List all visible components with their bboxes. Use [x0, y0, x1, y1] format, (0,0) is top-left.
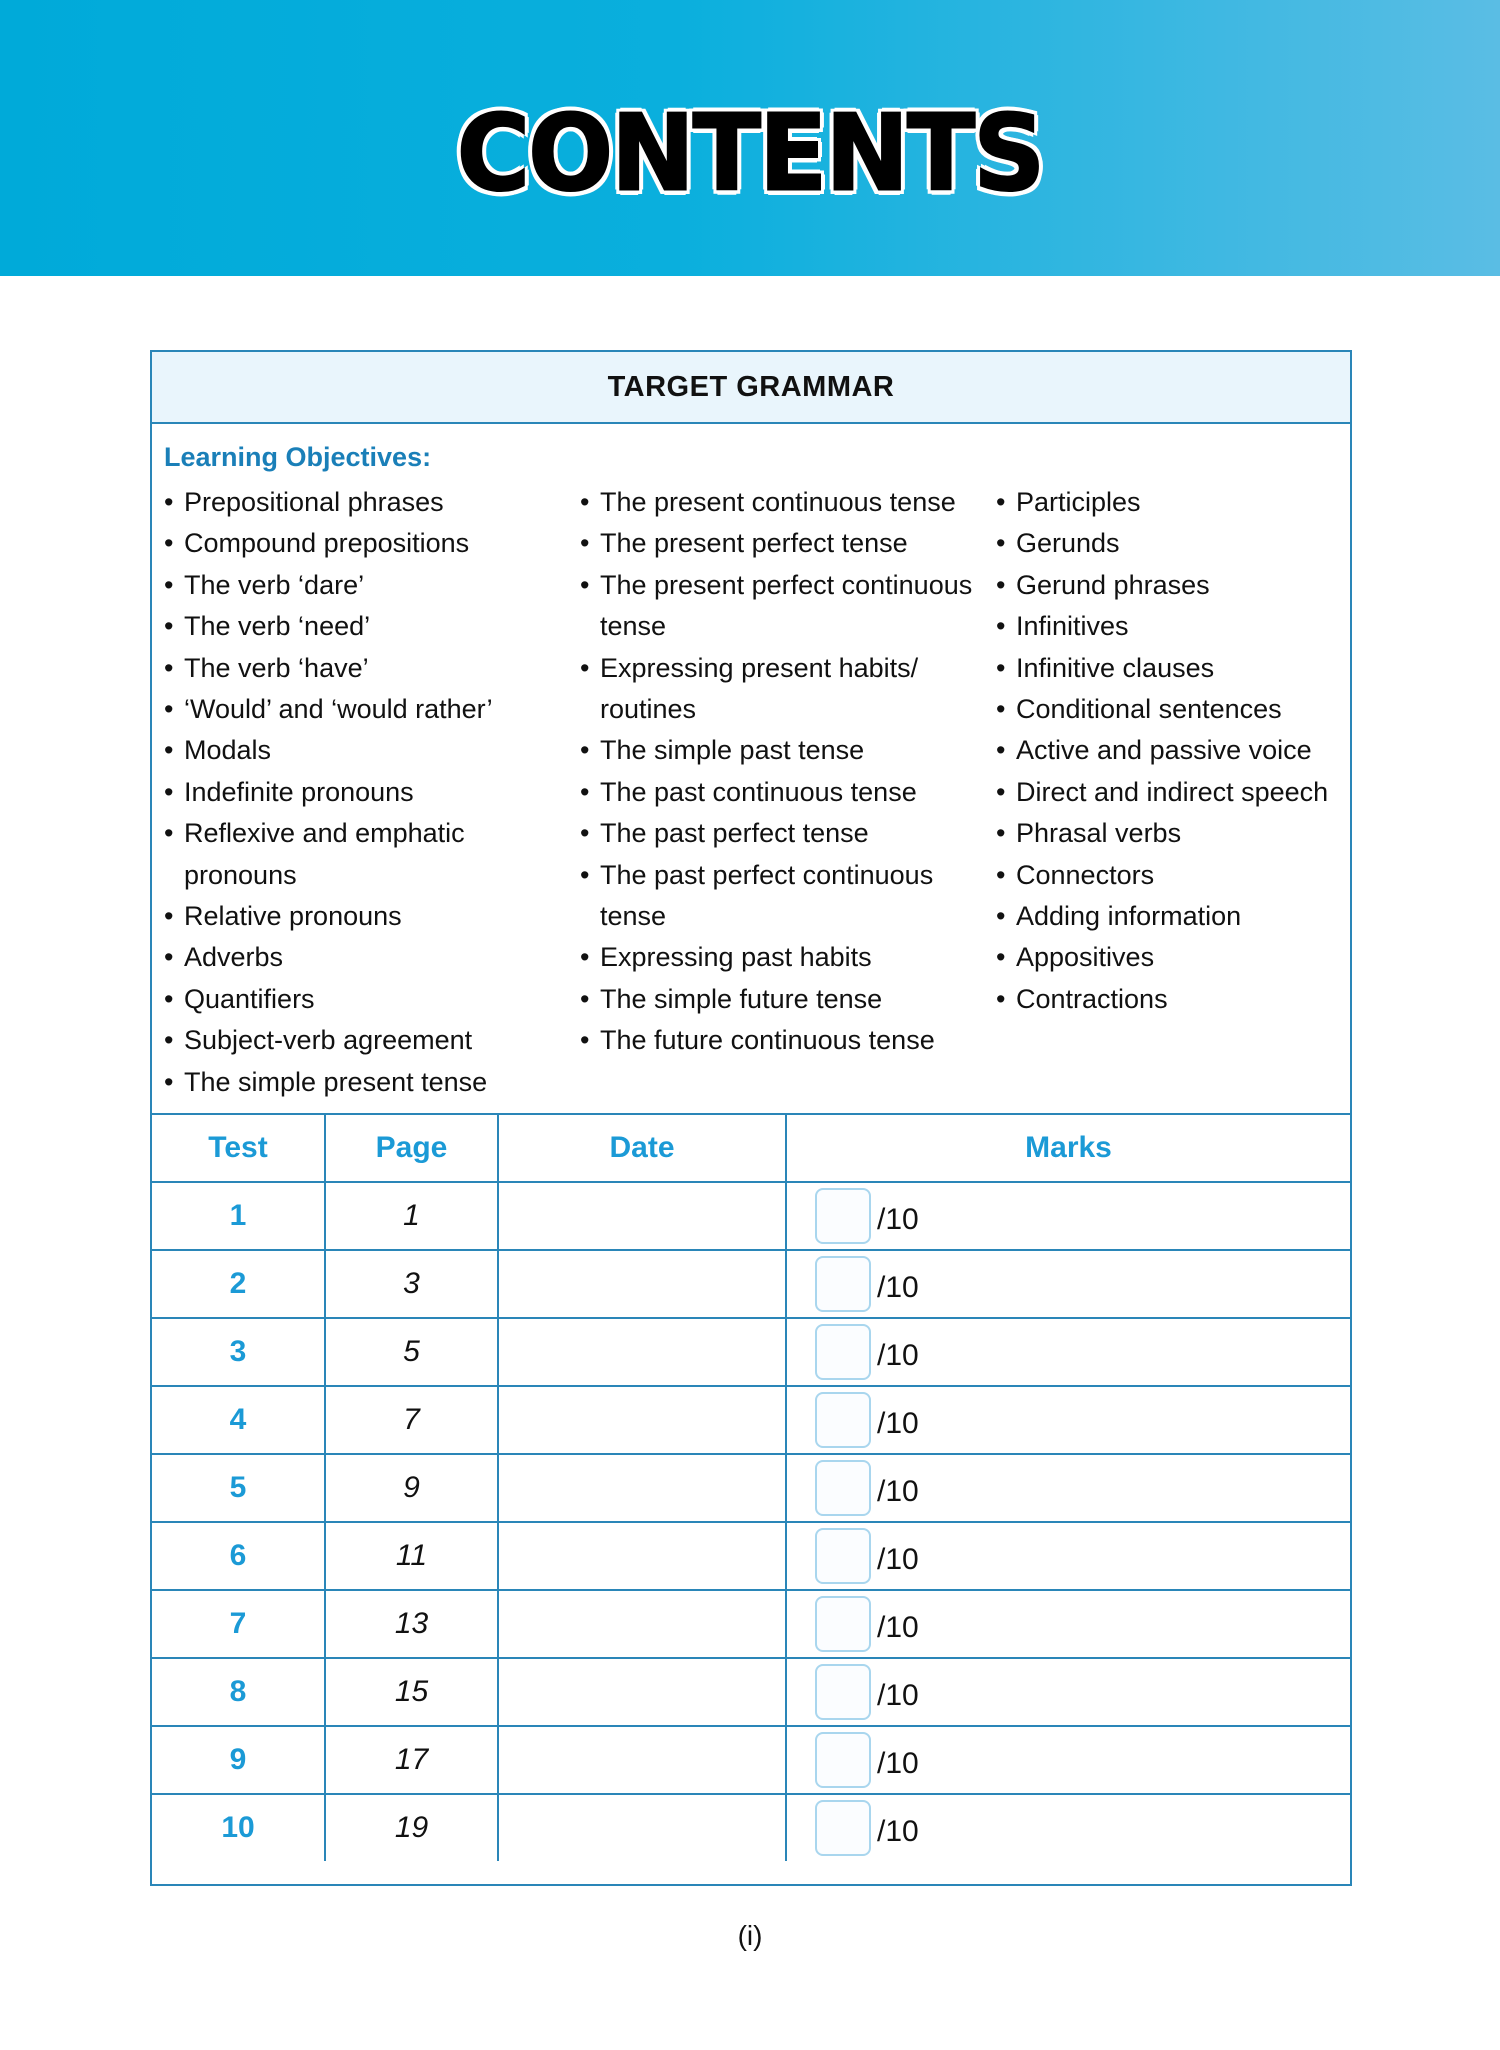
page-title: CONTENTS [456, 92, 1044, 215]
objective-text: Relative pronouns [184, 901, 402, 932]
objective-item [996, 689, 1356, 730]
objective-item [996, 772, 1356, 813]
objective-text: Subject-verb agreement [184, 1025, 473, 1056]
date-cell[interactable] [498, 1454, 786, 1522]
bullet-icon: • [996, 859, 1006, 890]
bullet-icon: • [164, 901, 174, 932]
marks-cell [786, 1794, 1350, 1861]
marks-cell [786, 1658, 1350, 1726]
objective-item [164, 482, 564, 523]
objective-text: Gerunds [1016, 528, 1120, 559]
objective-text: Compound prepositions [184, 528, 470, 559]
test-number: 6 [152, 1522, 325, 1590]
bullet-icon: • [996, 901, 1006, 932]
bullet-icon: • [164, 611, 174, 642]
objective-text: Appositives [1016, 942, 1155, 973]
objective-text: Gerund phrases [1016, 569, 1210, 600]
test-number: 10 [152, 1794, 325, 1861]
objective-item [164, 937, 564, 978]
bullet-icon: • [164, 1066, 174, 1097]
bullet-icon: • [164, 487, 174, 517]
header-date: Date [498, 1114, 786, 1182]
objective-item [996, 730, 1356, 771]
objective-item [996, 855, 1356, 896]
objective-item [580, 772, 980, 813]
bullet-icon: • [164, 1025, 174, 1056]
objective-text: The simple future tense [600, 983, 883, 1014]
page-ref: 7 [325, 1386, 498, 1454]
objective-text: Active and passive voice [1016, 735, 1312, 766]
marks-total: /10 [877, 1815, 919, 1848]
objective-item [996, 937, 1356, 978]
marks-cell [786, 1182, 1350, 1250]
date-cell[interactable] [498, 1386, 786, 1454]
marks-input-box[interactable] [815, 1596, 871, 1652]
objective-text: Prepositional phrases [184, 487, 444, 517]
marks-cell [786, 1590, 1350, 1658]
marks-input-box[interactable] [815, 1528, 871, 1584]
bullet-icon: • [164, 694, 174, 725]
date-cell[interactable] [498, 1250, 786, 1318]
bullet-icon: • [996, 776, 1006, 807]
page-ref: 15 [325, 1658, 498, 1726]
objective-text: Quantifiers [184, 983, 315, 1014]
date-cell[interactable] [498, 1794, 786, 1861]
marks-input-box[interactable] [815, 1392, 871, 1448]
marks-cell [786, 1250, 1350, 1318]
bullet-icon: • [164, 652, 174, 683]
bullet-icon: • [580, 776, 590, 807]
objective-item [164, 730, 564, 771]
objective-item [580, 648, 980, 731]
page-ref: 13 [325, 1590, 498, 1658]
objective-text: The verb ‘need’ [184, 611, 371, 642]
page-ref: 1 [325, 1182, 498, 1250]
bullet-icon: • [580, 1025, 590, 1056]
objective-item [580, 1020, 980, 1061]
bullet-icon: • [164, 942, 174, 973]
objective-text: Connectors [1016, 859, 1155, 890]
bullet-icon: • [996, 818, 1006, 849]
page-ref: 5 [325, 1318, 498, 1386]
table-row [152, 1590, 1350, 1658]
marks-cell [786, 1454, 1350, 1522]
marks-total: /10 [877, 1747, 919, 1780]
objective-item [164, 772, 564, 813]
objective-item [164, 523, 564, 564]
date-cell[interactable] [498, 1590, 786, 1658]
objective-text: Reflexive and emphatic pronouns [184, 818, 465, 890]
objective-item [164, 565, 564, 606]
bullet-icon: • [996, 983, 1006, 1014]
objective-item [580, 813, 980, 854]
objective-text: Adding information [1016, 901, 1242, 932]
objective-text: The past continuous tense [600, 776, 917, 807]
marks-total: /10 [877, 1611, 919, 1644]
marks-total: /10 [877, 1475, 919, 1508]
objective-text: Participles [1016, 487, 1141, 517]
contents-box [150, 350, 1352, 1886]
objective-text: Contractions [1016, 983, 1168, 1014]
header-page: Page [325, 1114, 498, 1182]
table-row [152, 1658, 1350, 1726]
bullet-icon: • [164, 569, 174, 600]
bullet-icon: • [996, 528, 1006, 559]
marks-input-box[interactable] [815, 1188, 871, 1244]
marks-total: /10 [877, 1339, 919, 1372]
marks-input-box[interactable] [815, 1800, 871, 1856]
objective-text: The future continuous tense [600, 1025, 935, 1056]
page-ref: 3 [325, 1250, 498, 1318]
objectives-column-3 [996, 482, 1356, 1020]
bullet-icon: • [164, 983, 174, 1014]
objective-item [164, 648, 564, 689]
objective-item [164, 1062, 564, 1103]
marks-total: /10 [877, 1543, 919, 1576]
section-title: TARGET GRAMMAR [152, 352, 1350, 424]
marks-input-box[interactable] [815, 1664, 871, 1720]
objective-item [996, 565, 1356, 606]
marks-total: /10 [877, 1271, 919, 1304]
objective-text: Expressing past habits [600, 942, 872, 973]
bullet-icon: • [580, 942, 590, 973]
test-number: 8 [152, 1658, 325, 1726]
objective-item [164, 813, 564, 896]
objective-text: Phrasal verbs [1016, 818, 1182, 849]
date-cell[interactable] [498, 1182, 786, 1250]
bullet-icon: • [996, 569, 1006, 600]
test-number: 7 [152, 1590, 325, 1658]
bullet-icon: • [996, 735, 1006, 766]
date-cell[interactable] [498, 1522, 786, 1590]
table-row [152, 1726, 1350, 1794]
objectives-column-1 [164, 482, 564, 1103]
page-number: (i) [737, 1920, 763, 1951]
objective-item [996, 813, 1356, 854]
header-marks: Marks [786, 1114, 1350, 1182]
objective-item [996, 896, 1356, 937]
bullet-icon: • [164, 818, 174, 849]
objective-text: Infinitives [1016, 611, 1129, 642]
objective-text: Expressing present habits/ routines [600, 652, 919, 725]
bullet-icon: • [164, 528, 174, 559]
bullet-icon: • [580, 487, 590, 517]
tests-table [152, 1113, 1350, 1861]
objective-text: The present continuous tense [600, 487, 956, 517]
objective-text: The present perfect continuous tense [600, 569, 973, 642]
bullet-icon: • [580, 528, 590, 559]
marks-input-box[interactable] [815, 1732, 871, 1788]
objective-text: Infinitive clauses [1016, 652, 1215, 683]
objective-item [996, 523, 1356, 564]
objective-item [580, 979, 980, 1020]
objective-text: Adverbs [184, 942, 284, 973]
objectives-label: Learning Objectives: [164, 442, 432, 472]
objective-item [996, 606, 1356, 647]
objectives-column-2 [580, 482, 980, 1062]
bullet-icon: • [996, 487, 1006, 517]
marks-input-box[interactable] [815, 1460, 871, 1516]
objective-item [580, 937, 980, 978]
table-row [152, 1250, 1350, 1318]
objective-text: The verb ‘dare’ [184, 569, 365, 600]
marks-total: /10 [877, 1407, 919, 1440]
objective-text: The present perfect tense [600, 528, 908, 559]
table-row [152, 1794, 1350, 1861]
marks-total: /10 [877, 1203, 919, 1236]
objective-item [580, 523, 980, 564]
bullet-icon: • [996, 611, 1006, 642]
bullet-icon: • [580, 652, 590, 683]
test-number: 4 [152, 1386, 325, 1454]
bullet-icon: • [580, 818, 590, 849]
table-row [152, 1318, 1350, 1386]
marks-cell [786, 1318, 1350, 1386]
bullet-icon: • [996, 942, 1006, 973]
page-ref: 19 [325, 1794, 498, 1861]
page-ref: 17 [325, 1726, 498, 1794]
header-banner [0, 0, 1500, 276]
table-row [152, 1522, 1350, 1590]
bullet-icon: • [580, 983, 590, 1014]
objective-item [580, 730, 980, 771]
objective-text: The past perfect continuous tense [600, 859, 934, 932]
bullet-icon: • [996, 694, 1006, 725]
page-ref: 11 [325, 1522, 498, 1590]
marks-cell [786, 1386, 1350, 1454]
page-ref: 9 [325, 1454, 498, 1522]
objective-item [164, 1020, 564, 1061]
objective-item [996, 979, 1356, 1020]
bullet-icon: • [580, 569, 590, 600]
date-cell[interactable] [498, 1726, 786, 1794]
objective-item [164, 606, 564, 647]
objective-item [164, 979, 564, 1020]
objective-item [580, 565, 980, 648]
objective-text: Modals [184, 735, 272, 766]
bullet-icon: • [164, 735, 174, 766]
objective-text: The verb ‘have’ [184, 652, 369, 683]
objective-text: Direct and indirect speech [1016, 776, 1329, 807]
test-number: 3 [152, 1318, 325, 1386]
date-cell[interactable] [498, 1658, 786, 1726]
objective-item [996, 482, 1356, 523]
table-row [152, 1386, 1350, 1454]
test-number: 9 [152, 1726, 325, 1794]
test-number: 2 [152, 1250, 325, 1318]
objective-item [164, 689, 564, 730]
objective-text: Conditional sentences [1016, 694, 1282, 725]
table-row [152, 1182, 1350, 1250]
objective-item [580, 482, 980, 523]
objective-text: ‘Would’ and ‘would rather’ [184, 694, 493, 725]
objective-item [164, 896, 564, 937]
date-cell[interactable] [498, 1318, 786, 1386]
header-test: Test [152, 1114, 325, 1182]
objective-text: The simple past tense [600, 735, 865, 766]
marks-cell [786, 1522, 1350, 1590]
bullet-icon: • [996, 652, 1006, 683]
table-row [152, 1454, 1350, 1522]
marks-cell [786, 1726, 1350, 1794]
bullet-icon: • [164, 776, 174, 807]
objective-text: The simple present tense [184, 1066, 488, 1097]
bullet-icon: • [580, 735, 590, 766]
objective-text: Indefinite pronouns [184, 776, 414, 807]
marks-input-box[interactable] [815, 1324, 871, 1380]
test-number: 5 [152, 1454, 325, 1522]
marks-input-box[interactable] [815, 1256, 871, 1312]
test-number: 1 [152, 1182, 325, 1250]
objective-item [996, 648, 1356, 689]
objective-text: The past perfect tense [600, 818, 869, 849]
bullet-icon: • [580, 859, 590, 890]
objective-item [580, 855, 980, 938]
marks-total: /10 [877, 1679, 919, 1712]
